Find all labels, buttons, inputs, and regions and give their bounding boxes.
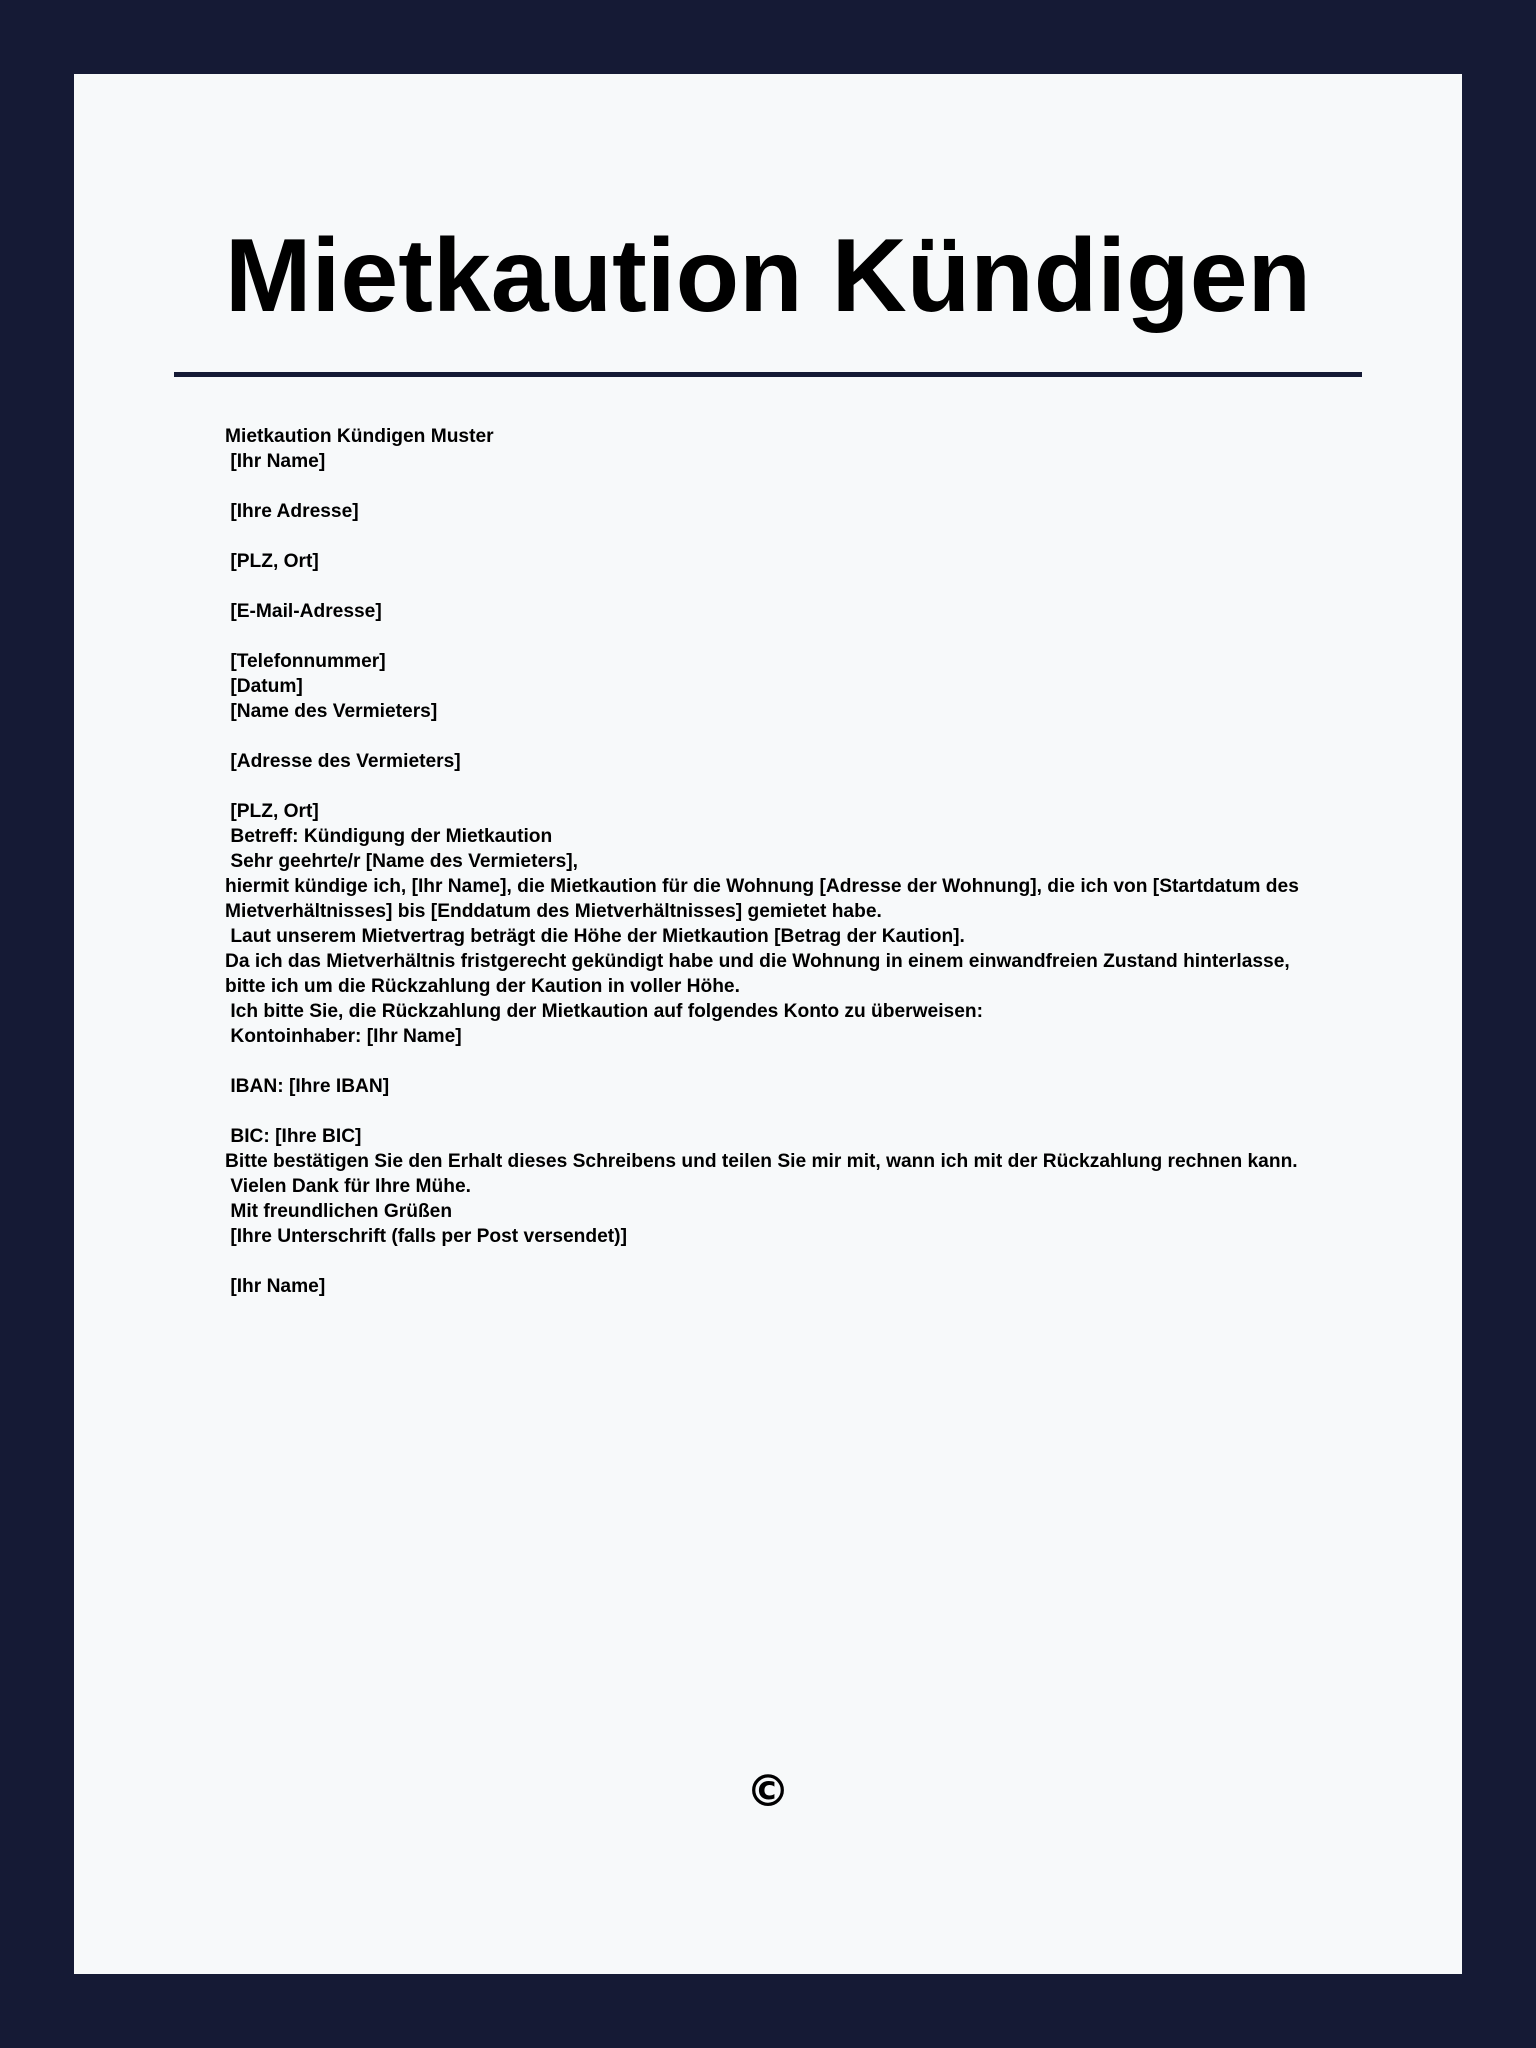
letter-line: Ich bitte Sie, die Rückzahlung der Mietkaution auf folgendes Konto zu überweisen: — [225, 1001, 983, 1022]
letter-line — [225, 1049, 1375, 1074]
letter-line: Mietkaution Kündigen Muster — [225, 426, 494, 447]
letter-line: IBAN: [Ihre IBAN] — [225, 1076, 390, 1097]
title-divider — [174, 372, 1362, 377]
letter-line: [Name des Vermieters] — [225, 701, 438, 722]
copyright-icon: © — [746, 1766, 790, 1817]
letter-line: Mietverhältnisses] bis [Enddatum des Mietverhältnisses] gemietet habe. — [225, 901, 882, 922]
letter-body — [225, 424, 1375, 1299]
letter-line: [PLZ, Ort] — [225, 801, 319, 822]
letter-line: Mit freundlichen Grüßen — [225, 1201, 453, 1222]
letter-line: [Datum] — [225, 676, 303, 697]
letter-line: Bitte bestätigen Sie den Erhalt dieses Schreibens und teilen Sie mir mit, wann ich mit der Rückzahlung rechnen kann. — [225, 1151, 1298, 1172]
letter-line: [Ihre Adresse] — [225, 501, 359, 522]
letter-line: [Ihre Unterschrift (falls per Post versendet)] — [225, 1226, 627, 1247]
letter-line: hiermit kündige ich, [Ihr Name], die Mietkaution für die Wohnung [Adresse der Wohnung], die ich von [Startdatum des — [225, 876, 1299, 897]
letter-line: Laut unserem Mietvertrag beträgt die Höhe der Mietkaution [Betrag der Kaution]. — [225, 926, 965, 947]
letter-line — [225, 1249, 1375, 1274]
letter-line — [225, 574, 1375, 599]
letter-line: BIC: [Ihre BIC] — [225, 1126, 362, 1147]
letter-line: [PLZ, Ort] — [225, 551, 319, 572]
letter-line: Da ich das Mietverhältnis fristgerecht gekündigt habe und die Wohnung in einem einwandfreien Zustand hinterlasse, — [225, 951, 1290, 972]
document-page — [74, 74, 1462, 1974]
letter-line: [Ihr Name] — [225, 451, 326, 472]
letter-line — [225, 1099, 1375, 1124]
letter-line: bitte ich um die Rückzahlung der Kaution in voller Höhe. — [225, 976, 740, 997]
letter-line — [225, 524, 1375, 549]
letter-line: Betreff: Kündigung der Mietkaution — [225, 826, 553, 847]
letter-line — [225, 774, 1375, 799]
letter-line: [Ihr Name] — [225, 1276, 326, 1297]
letter-line: [E-Mail-Adresse] — [225, 601, 382, 622]
letter-line: Sehr geehrte/r [Name des Vermieters], — [225, 851, 578, 872]
letter-line — [225, 624, 1375, 649]
letter-line — [225, 724, 1375, 749]
letter-line: [Adresse des Vermieters] — [225, 751, 461, 772]
letter-line: [Telefonnummer] — [225, 651, 386, 672]
letter-line: Vielen Dank für Ihre Mühe. — [225, 1176, 471, 1197]
letter-line: Kontoinhaber: [Ihr Name] — [225, 1026, 462, 1047]
document-title: Mietkaution Kündigen — [224, 218, 1312, 334]
letter-line — [225, 474, 1375, 499]
